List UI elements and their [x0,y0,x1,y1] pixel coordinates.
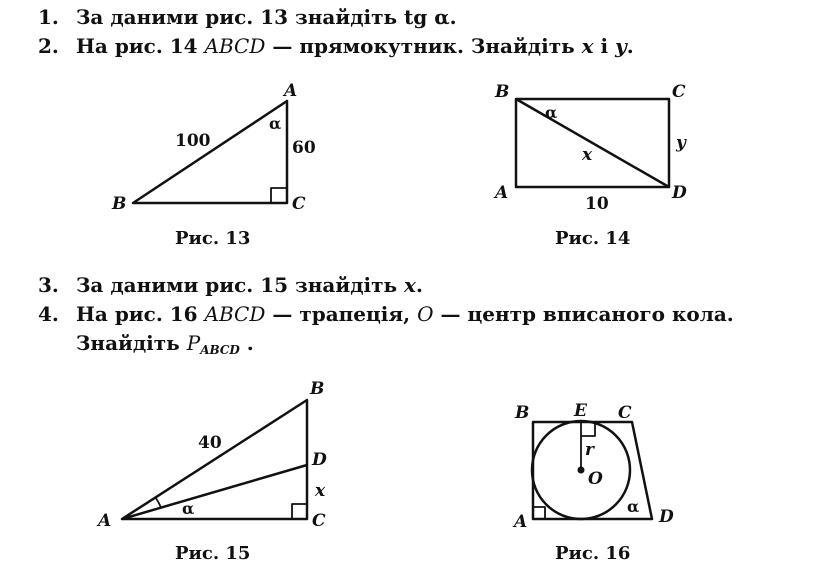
fig13-triangle [133,101,287,203]
fig13-hypotenuse: 100 [175,131,211,151]
task-4-abcd: ABCD [204,302,266,326]
task-3-text: За даними рис. 15 знайдіть [76,273,405,297]
fig15-alpha: α [182,499,195,518]
fig14-label-b: B [495,82,510,102]
task-4-find: Знайдіть [76,331,187,355]
fig13-alpha: α [269,114,282,133]
task-2-number: 2. [38,34,59,58]
fig15-label-c: C [312,511,326,531]
task-3-x: x [404,273,416,297]
task-3-number: 3. [38,273,59,297]
fig15-hypotenuse: 40 [198,433,222,453]
fig14-side-y: y [676,133,686,153]
task-4-perimeter: P [186,331,201,355]
fig15-triangle [122,400,307,519]
fig14-side-ad: 10 [585,194,609,214]
task-4-number: 4. [38,302,59,326]
fig15-segment-x: x [315,481,326,501]
task-4-o: O [417,302,434,326]
task-2-text-c: — прямокутник. Знайдіть [265,34,582,58]
task-1-text: За даними рис. 13 знайдіть tg [76,5,435,29]
fig13-caption: Рис. 13 [175,228,251,249]
fig15-caption: Рис. 15 [175,543,251,564]
fig14-label-c: C [672,82,686,102]
task-2-y: y [615,34,627,58]
fig14-rectangle [516,99,669,187]
task-1-number: 1. [38,5,59,29]
task-2-period: . [626,34,634,58]
task-2-text-a: На рис. 14 [76,34,205,58]
fig16-label-d: D [659,507,674,527]
fig13-label-b: B [112,194,127,214]
fig14-alpha: α [545,103,558,122]
fig15-label-d: D [312,450,327,470]
fig16-label-e: E [574,401,587,421]
fig15-label-b: B [310,379,325,399]
task-1-alpha: α [434,5,450,29]
fig14-label-a: A [495,183,509,203]
fig16-radius: r [585,440,594,460]
fig13-label-a: A [284,81,298,101]
fig15-label-a: A [98,511,112,531]
fig14-label-d: D [672,183,687,203]
task-4-text-a: На рис. 16 [76,302,205,326]
fig14-diagonal: x [582,145,593,165]
fig16-caption: Рис. 16 [555,543,631,564]
fig16-alpha: α [627,497,640,516]
task-3-period: . [415,273,423,297]
task-4-text-c: — трапеція, [265,302,418,326]
fig13-label-c: C [292,194,306,214]
task-4-text-e: — центр вписаного кола. [433,302,734,326]
task-4-period: . [239,331,254,355]
task-2-abcd: ABCD [204,34,266,58]
task-1-period: . [449,5,457,29]
fig16-label-b: B [515,403,530,423]
fig16-label-a: A [514,512,528,532]
fig16-label-o: O [588,469,603,489]
task-2-x: x [581,34,594,58]
task-4-perimeter-sub: ABCD [200,343,240,357]
fig13-leg: 60 [292,138,316,158]
fig16-center-dot [578,467,585,474]
fig16-label-c: C [618,403,632,423]
fig14-caption: Рис. 14 [555,228,631,249]
task-2-text-e: і [593,34,616,58]
